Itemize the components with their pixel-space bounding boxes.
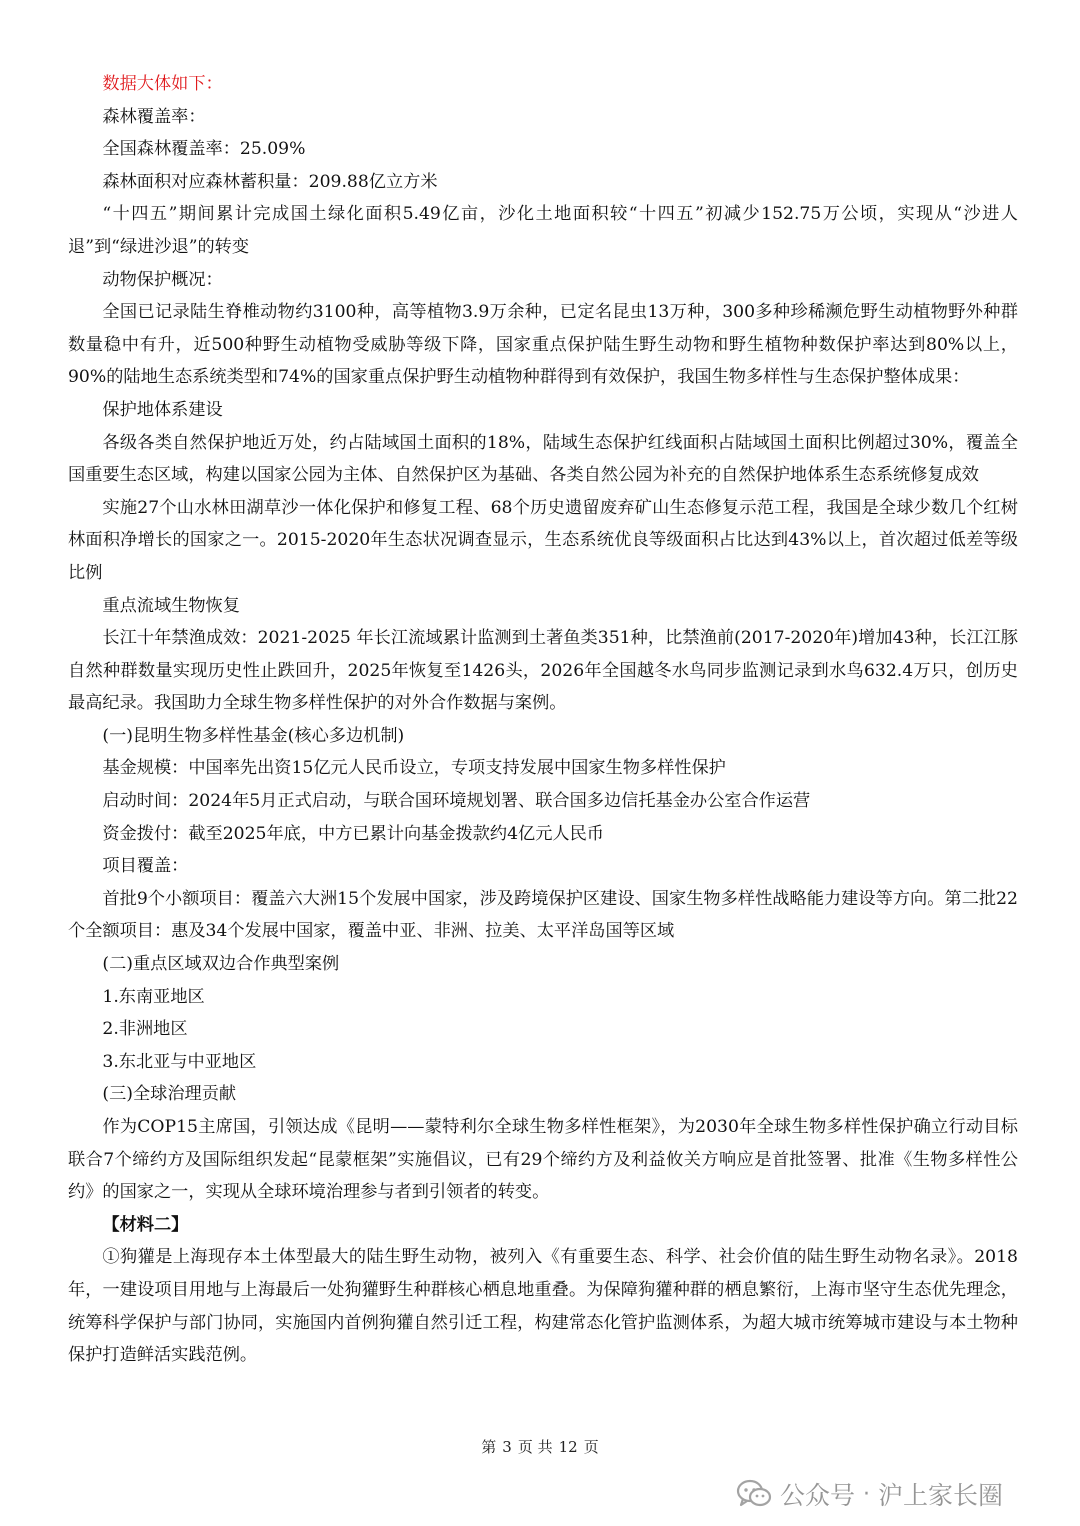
region-item-northeast-central-asia: 3.东北亚与中亚地区 — [102, 1051, 257, 1072]
page-suffix: 页 — [583, 1438, 599, 1456]
river-basin-heading: 重点流域生物恢复 — [102, 595, 240, 616]
project-batches-paragraph: 首批9个小额项目：覆盖六大洲15个发展中国家，涉及跨境保护区建设、国家生物多样性战略能力建设等方向。第二批22个全额项目：惠及34个发展中国家，覆盖中亚、非洲、拉美、太平洋岛国等区域 — [68, 888, 1018, 942]
fund-launch-line: 启动时间：2024年5月正式启动，与联合国环境规划署、联合国多边信托基金办公室合作运营 — [102, 791, 811, 812]
species-paragraph: 全国已记录陆生脊椎动物约3100种，高等植物3.9万余种，已定名昆虫13万种，300多种珍稀濒危野生动植物野外种群数量稳中有升，近500种野生动植物受威胁等级下降，国家重点保护陆生野生动物和野生植物种数保护率达到80%以上，90%的陆地生态系统类型和74%的国家重点保护野生动植物种群得到有效保护，我国生物多样性与生态保护整体成果： — [68, 302, 1018, 388]
kunming-fund-heading: (一)昆明生物多样性基金(核心多边机制) — [102, 725, 405, 746]
region-item-africa: 2.非洲地区 — [102, 1019, 188, 1040]
wechat-watermark — [736, 1474, 1003, 1514]
restoration-paragraph: 实施27个山水林田湖草沙一体化保护和修复工程、68个历史遗留废弃矿山生态修复示范工程，我国是全球少数几个红树林面积净增长的国家之一。2015-2020年生态状况调查显示，生态系统优良等级面积占比达到43%以上，首次超过低差等级比例 — [68, 497, 1018, 583]
forest-stock-line: 森林面积对应森林蓄积量：209.88亿立方米 — [102, 171, 438, 192]
material-two-heading: 【材料二】 — [102, 1214, 189, 1235]
badger-paragraph: ①狗獾是上海现存本土体型最大的陆生野生动物，被列入《有重要生态、科学、社会价值的陆生野生动物名录》。2018年，一建设项目用地与上海最后一处狗獾野生种群核心栖息地重叠。为保障狗獾种群的栖息繁衍，上海市坚守生态优先理念，统筹科学保护与部门协同，实施国内首例狗獾自然引迁工程，构建常态化管护监测体系，为超大城市统筹城市建设与本土物种保护打造鲜活实践范例。 — [68, 1247, 1018, 1366]
cop15-paragraph: 作为COP15主席国，引领达成《昆明——蒙特利尔全球生物多样性框架》，为2030年全球生物多样性保护确立行动目标联合7个缔约方及国际组织发起“昆蒙框架”实施倡议，已有29个缔约方及利益攸关方响应是首批签署、批准《生物多样性公约》的国家之一，实现从全球环境治理参与者到引领者的转变。 — [68, 1117, 1018, 1203]
watermark-separator: · — [863, 1481, 871, 1507]
fund-scale-line: 基金规模：中国率先出资15亿元人民币设立，专项支持发展中国家生物多样性保护 — [102, 758, 726, 779]
animal-heading: 动物保护概况： — [102, 269, 223, 290]
bilateral-heading: (二)重点区域双边合作典型案例 — [102, 954, 340, 975]
page-footer — [0, 1436, 1080, 1457]
protected-area-paragraph: 各级各类自然保护地近万处，约占陆域国土面积的18%，陆域生态保护红线面积占陆域国土面积比例超过30%，覆盖全国重要生态区域，构建以国家公园为主体、自然保护区为基础、各类自然公园为补充的自然保护地体系生态系统修复成效 — [68, 432, 1018, 486]
greening-paragraph: “十四五”期间累计完成国土绿化面积5.49亿亩，沙化土地面积较“十四五”初减少152.75万公顷，实现从“沙进人退”到“绿进沙退”的转变 — [68, 204, 1018, 257]
protected-area-heading: 保护地体系建设 — [102, 399, 223, 420]
page-middle: 页 共 — [517, 1438, 553, 1456]
page-prefix: 第 — [481, 1438, 497, 1456]
page-number: 3 — [502, 1438, 512, 1456]
global-governance-heading: (三)全球治理贡献 — [102, 1084, 237, 1105]
watermark-account: 沪上家长圈 — [878, 1481, 1004, 1510]
watermark-label: 公众号 — [780, 1481, 856, 1510]
forest-coverage-line: 全国森林覆盖率：25.09% — [102, 139, 306, 160]
intro-heading: 数据大体如下： — [102, 74, 223, 94]
document-body — [68, 68, 1018, 1372]
forest-heading: 森林覆盖率： — [102, 106, 206, 127]
yangtze-paragraph: 长江十年禁渔成效：2021-2025 年长江流域累计监测到土著鱼类351种，比禁渔前(2017-2020年)增加43种，长江江豚自然种群数量实现历史性止跌回升，2025年恢复至1426头，2026年全国越冬水鸟同步监测记录到水鸟632.4万只，创历史最高纪录。我国助力全球生物多样性保护的对外合作数据与案例。 — [68, 628, 1018, 714]
region-item-southeast-asia: 1.东南亚地区 — [102, 986, 205, 1007]
fund-disbursement-line: 资金拨付：截至2025年底，中方已累计向基金拨款约4亿元人民币 — [102, 823, 604, 844]
page-total: 12 — [558, 1438, 578, 1456]
wechat-icon — [736, 1478, 772, 1510]
project-coverage-heading: 项目覆盖： — [102, 856, 189, 877]
